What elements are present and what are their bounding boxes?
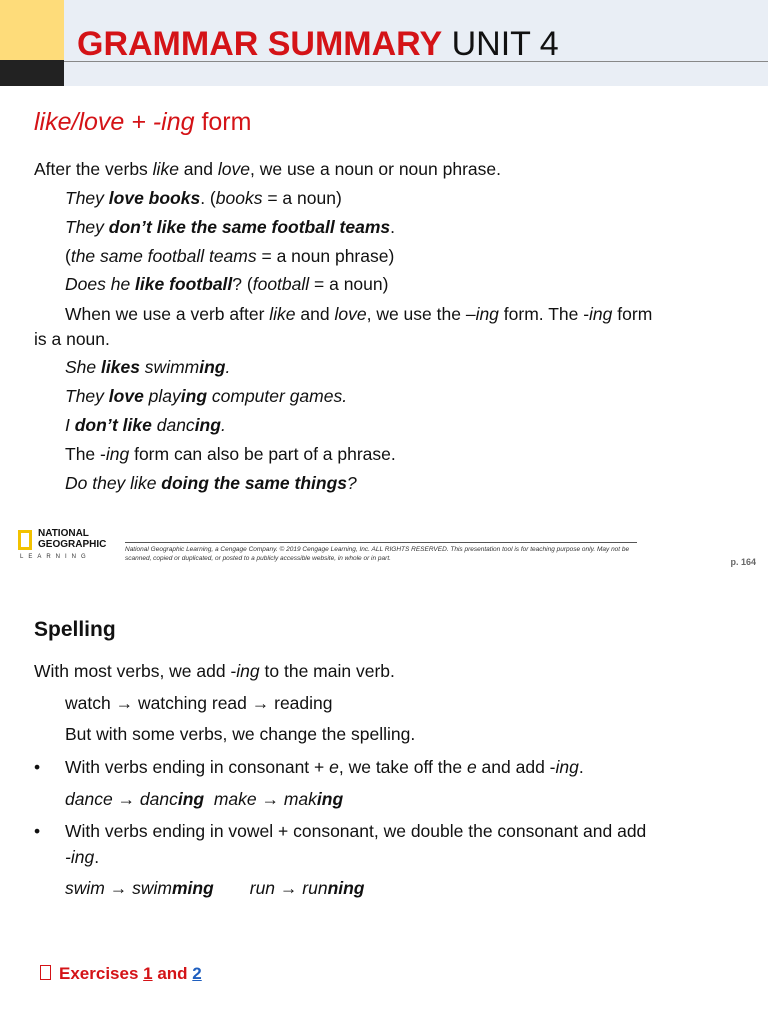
header-yellow-block xyxy=(0,0,64,60)
example-football-teams: They don’t like the same football teams. xyxy=(65,217,396,237)
section-heading-spelling: Spelling xyxy=(34,618,116,641)
exercise-1-link[interactable]: 1 xyxy=(143,964,153,983)
example-dancing: I don’t like dancing. xyxy=(65,415,226,435)
example-swimming: She likes swimming. xyxy=(65,357,231,377)
exercises-link-row: Exercises 1 and 2 xyxy=(40,964,202,984)
spelling-rule-1: With most verbs, we add -ing to the main verb. xyxy=(34,661,395,681)
page-number: p. 164 xyxy=(730,557,756,567)
section-heading-like-love: like/love + -ing form xyxy=(34,108,252,136)
page-title: GRAMMAR SUMMARY UNIT 4 xyxy=(77,25,559,63)
example-playing: They love playing computer games. xyxy=(65,386,348,406)
bullet-marker-2: • xyxy=(34,821,41,841)
rule-text-2: When we use a verb after like and love, we use the –ing form. The -ing form xyxy=(65,304,653,324)
national-geographic-logo: NATIONAL GEOGRAPHIC LEARNING xyxy=(20,528,107,560)
note-noun-phrase: (the same football teams = a noun phrase) xyxy=(65,246,395,266)
spelling-rule-2: But with some verbs, we change the spelling. xyxy=(65,724,416,744)
bullet-marker-1: • xyxy=(34,757,41,777)
bullet-vowel-consonant: With verbs ending in vowel + consonant, we double the consonant and add xyxy=(65,821,647,841)
example-like-football: Does he like football? (football = a noun) xyxy=(65,274,389,294)
rule-text-2-cont: is a noun. xyxy=(34,329,110,349)
rule-text-1: After the verbs like and love, we use a noun or noun phrase. xyxy=(34,159,501,179)
header-dark-block xyxy=(0,60,64,86)
example-swimming-running: swim → swimming run → running xyxy=(65,878,365,898)
missing-glyph-box-icon xyxy=(40,965,51,980)
example-watching-reading: watch → watching read → reading xyxy=(65,693,333,713)
exercise-2-link[interactable]: 2 xyxy=(192,964,202,983)
example-love-books: They love books. (books = a noun) xyxy=(65,188,342,208)
example-same-things: Do they like doing the same things? xyxy=(65,473,357,493)
footer-rule xyxy=(125,542,637,543)
yellow-border-icon xyxy=(18,530,32,550)
copyright-text: National Geographic Learning, a Cengage Company. © 2019 Cengage Learning, Inc. ALL RIGHTS RESERVED. This presentation tool is for teaching purpose only. May not be scanned, copied or duplicated, or posted to a publicly accessible website, in whole or in part. xyxy=(125,546,630,562)
bullet-vowel-consonant-cont: -ing. xyxy=(65,847,100,867)
bullet-consonant-e: With verbs ending in consonant + e, we take off the e and add -ing. xyxy=(65,757,584,777)
example-dancing-making: dance → dancing make → making xyxy=(65,789,344,809)
rule-text-3: The -ing form can also be part of a phrase. xyxy=(65,444,396,464)
